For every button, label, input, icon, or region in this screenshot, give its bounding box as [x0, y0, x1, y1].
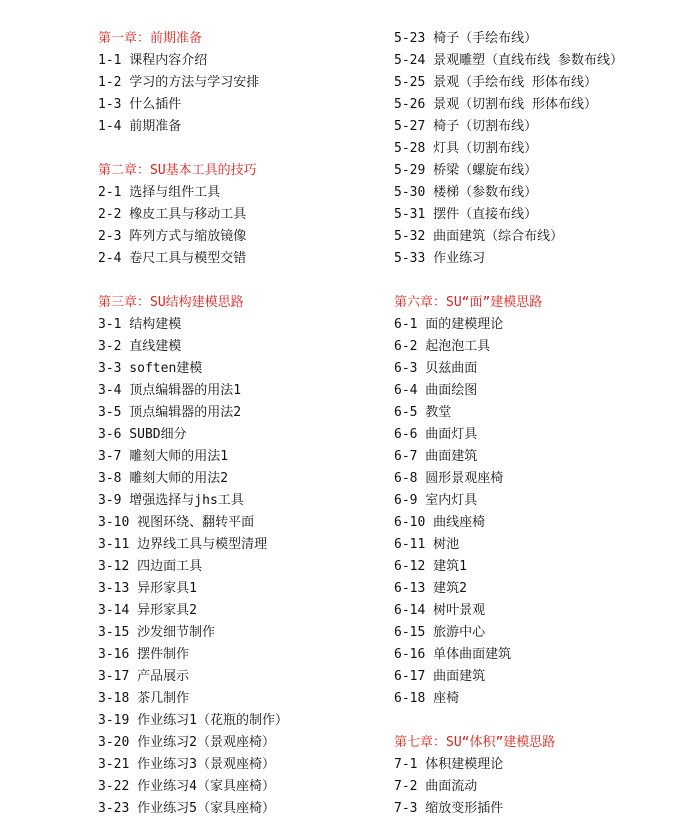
section-gap: [98, 138, 388, 160]
lesson-item: 3-3 soften建模: [98, 361, 203, 376]
lesson-item: 3-10 视图环绕、翻转平面: [98, 515, 255, 530]
left-column: [98, 28, 388, 820]
chapter-heading: 第二章：SU基本工具的技巧: [98, 163, 257, 178]
lesson-item: 6-10 曲线座椅: [394, 515, 486, 530]
lesson-item: 5-31 摆件（直接布线）: [394, 207, 538, 222]
chapter-heading: 第一章：前期准备: [98, 31, 203, 46]
chapter-section: [98, 292, 388, 820]
lesson-item: 6-17 曲面建筑: [394, 669, 486, 684]
lesson-item: 6-1 面的建模理论: [394, 317, 504, 332]
lesson-item: 5-32 曲面建筑（综合布线）: [394, 229, 564, 244]
chapter-section: [98, 160, 388, 270]
lesson-item: 5-27 椅子（切割布线）: [394, 119, 538, 134]
section-gap: [98, 270, 388, 292]
lesson-item: 3-7 雕刻大师的用法1: [98, 449, 229, 464]
lesson-item: 1-1 课程内容介绍: [98, 53, 208, 68]
lesson-item: 6-15 旅游中心: [394, 625, 486, 640]
lesson-item: 3-20 作业练习2（景观座椅）: [98, 735, 275, 750]
lesson-item: 3-8 雕刻大师的用法2: [98, 471, 229, 486]
lesson-item: 6-12 建筑1: [394, 559, 467, 574]
lesson-item: 5-33 作业练习: [394, 251, 486, 266]
lesson-item: 5-29 桥梁（螺旋布线）: [394, 163, 538, 178]
lesson-item: 1-4 前期准备: [98, 119, 182, 134]
lesson-item: 2-1 选择与组件工具: [98, 185, 221, 200]
chapter-heading: 第六章：SU“面”建模思路: [394, 295, 543, 310]
lesson-item: 2-4 卷尺工具与模型交错: [98, 251, 247, 266]
lesson-item: 1-3 什么插件: [98, 97, 182, 112]
lesson-item: 5-28 灯具（切割布线）: [394, 141, 538, 156]
chapter-section: [394, 732, 694, 820]
lesson-item: 2-2 橡皮工具与移动工具: [98, 207, 247, 222]
lesson-item: 3-2 直线建模: [98, 339, 182, 354]
lesson-item: 6-5 教堂: [394, 405, 452, 420]
lesson-item: 6-11 树池: [394, 537, 460, 552]
lesson-item: 7-1 体积建模理论: [394, 757, 504, 772]
lesson-item: 5-25 景观（手绘布线 形体布线）: [394, 75, 597, 90]
lesson-item: 3-15 沙发细节制作: [98, 625, 216, 640]
lesson-item: 6-14 树叶景观: [394, 603, 486, 618]
lesson-item: 6-16 单体曲面建筑: [394, 647, 512, 662]
lesson-item: 1-2 学习的方法与学习安排: [98, 75, 260, 90]
lesson-item: 3-14 异形家具2: [98, 603, 197, 618]
lesson-item: 7-3 缩放变形插件: [394, 801, 504, 816]
lesson-item: 3-17 产品展示: [98, 669, 190, 684]
lesson-item: 7-2 曲面流动: [394, 779, 478, 794]
lesson-item: 6-18 座椅: [394, 691, 460, 706]
lesson-item: 5-24 景观雕塑（直线布线 参数布线）: [394, 53, 623, 68]
lesson-item: 3-4 顶点编辑器的用法1: [98, 383, 242, 398]
section-gap: [394, 270, 694, 292]
lesson-item: 3-6 SUBD细分: [98, 427, 187, 442]
lesson-item: 5-23 椅子（手绘布线）: [394, 31, 538, 46]
lesson-item: 6-7 曲面建筑: [394, 449, 478, 464]
lesson-item: 6-13 建筑2: [394, 581, 467, 596]
section-gap: [394, 710, 694, 732]
lesson-item: 3-18 茶几制作: [98, 691, 190, 706]
lesson-item: 3-12 四边面工具: [98, 559, 203, 574]
lesson-item: 6-6 曲面灯具: [394, 427, 478, 442]
lesson-item: 3-23 作业练习5（家具座椅）: [98, 801, 275, 816]
chapter-heading: 第三章：SU结构建模思路: [98, 295, 244, 310]
lesson-item: 3-22 作业练习4（家具座椅）: [98, 779, 275, 794]
right-column: [394, 28, 694, 820]
lesson-item: 3-13 异形家具1: [98, 581, 197, 596]
chapter-heading: 第七章：SU“体积”建模思路: [394, 735, 556, 750]
lesson-item: 5-30 楼梯（参数布线）: [394, 185, 538, 200]
lesson-item: 5-26 景观（切割布线 形体布线）: [394, 97, 597, 112]
lesson-item: 3-1 结构建模: [98, 317, 182, 332]
lesson-item: 6-3 贝兹曲面: [394, 361, 478, 376]
lesson-item: 6-4 曲面绘图: [394, 383, 478, 398]
lesson-item: 3-5 顶点编辑器的用法2: [98, 405, 242, 420]
lesson-item: 6-8 圆形景观座椅: [394, 471, 504, 486]
lesson-item: 3-9 增强选择与jhs工具: [98, 493, 244, 508]
lesson-item: 3-21 作业练习3（景观座椅）: [98, 757, 275, 772]
chapter-section: [394, 292, 694, 710]
lesson-item: 3-16 摆件制作: [98, 647, 190, 662]
lesson-item: 3-19 作业练习1（花瓶的制作）: [98, 713, 288, 728]
lesson-item: 6-9 室内灯具: [394, 493, 478, 508]
chapter-section: [394, 28, 694, 270]
chapter-section: [98, 28, 388, 138]
lesson-item: 2-3 阵列方式与缩放镜像: [98, 229, 247, 244]
lesson-item: 3-11 边界线工具与模型清理: [98, 537, 268, 552]
lesson-item: 6-2 起泡泡工具: [394, 339, 491, 354]
